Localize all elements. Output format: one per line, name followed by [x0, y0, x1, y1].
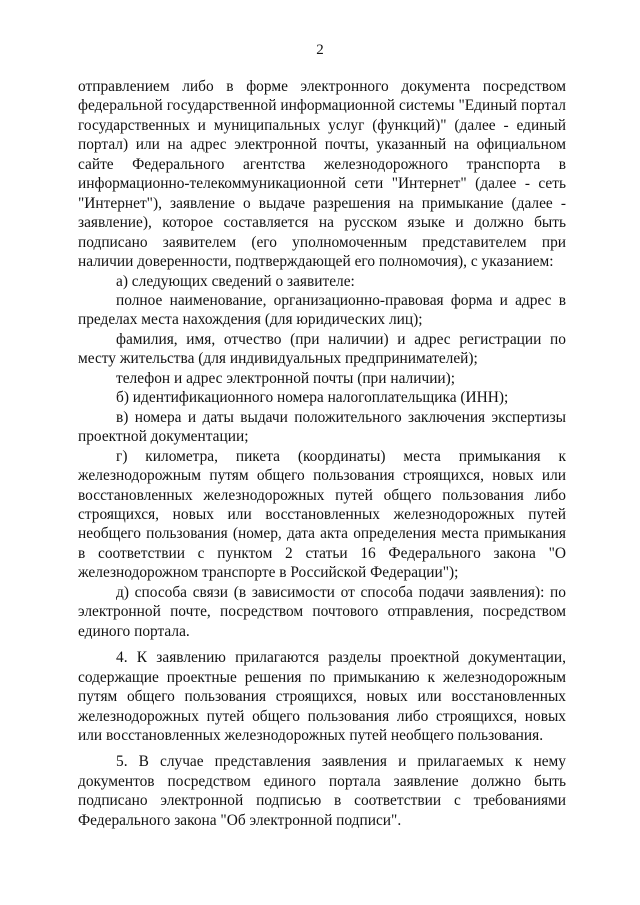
paragraph-item-d: д) способа связи (в зависимости от способа подачи заявления): по электронной почте, посредством почтового отправления, посредством единого портала. — [78, 583, 566, 640]
paragraph-section-5: 5. В случае представления заявления и прилагаемых к нему документов посредством единого портала заявление должно быть подписано электронной подписью в соответствии с требованиями Федерального закона "Об электронной подписи". — [78, 753, 566, 829]
paragraph-intro-continuation: отправлением либо в форме электронного документа посредством федеральной государственной информационной системы "Единый портал государственных и муниципальных услуг (функций)" (далее - единый портал) или на адрес электронной почты, указанный на официальном сайте Федерального агентства железнодорожного транспорта в информационно-телекоммуникационной сети "Интернет" (далее - сеть "Интернет"), заявление о выдаче разрешения на примыкание (далее - заявление), которое составляется на русском языке и должно быть подписано заявителем (его уполномоченным представителем при наличии доверенности, подтверждающей его полномочия), с указанием: — [78, 78, 566, 271]
document-body — [78, 77, 566, 830]
paragraph-item-v: в) номера и даты выдачи положительного заключения экспертизы проектной документации; — [78, 408, 566, 446]
paragraph-personal-data: фамилия, имя, отчество (при наличии) и адрес регистрации по месту жительства (для индивидуальных предпринимателей); — [78, 330, 566, 368]
page-number: 2 — [316, 42, 324, 58]
paragraph-full-name: полное наименование, организационно-правовая форма и адрес в пределах места нахождения (для юридических лиц); — [78, 291, 566, 329]
paragraph-section-4: 4. К заявлению прилагаются разделы проектной документации, содержащие проектные решения по примыканию к железнодорожным путям общего пользования строящихся, новых или восстановленных железнодорожных путей общего пользования либо строящихся, новых или восстановленных железнодорожных путей необщего пользования. — [78, 649, 566, 744]
paragraph-item-g: г) километра, пикета (координаты) места примыкания к железнодорожным путям общего пользования строящихся, новых или восстановленных железнодорожных путей общего пользования либо строящихся, новых или восстановленных железнодорожных путей необщего пользования (номер, дата акта определения места примыкания в соответствии с пунктом 2 статьи 16 Федерального закона "О железнодорожном транспорте в Российской Федерации"); — [78, 447, 566, 582]
paragraph-contacts: телефон и адрес электронной почты (при наличии); — [116, 369, 456, 387]
paragraph-item-a: а) следующих сведений о заявителе: — [116, 272, 355, 290]
paragraph-item-b: б) идентификационного номера налогоплательщика (ИНН); — [116, 389, 509, 407]
